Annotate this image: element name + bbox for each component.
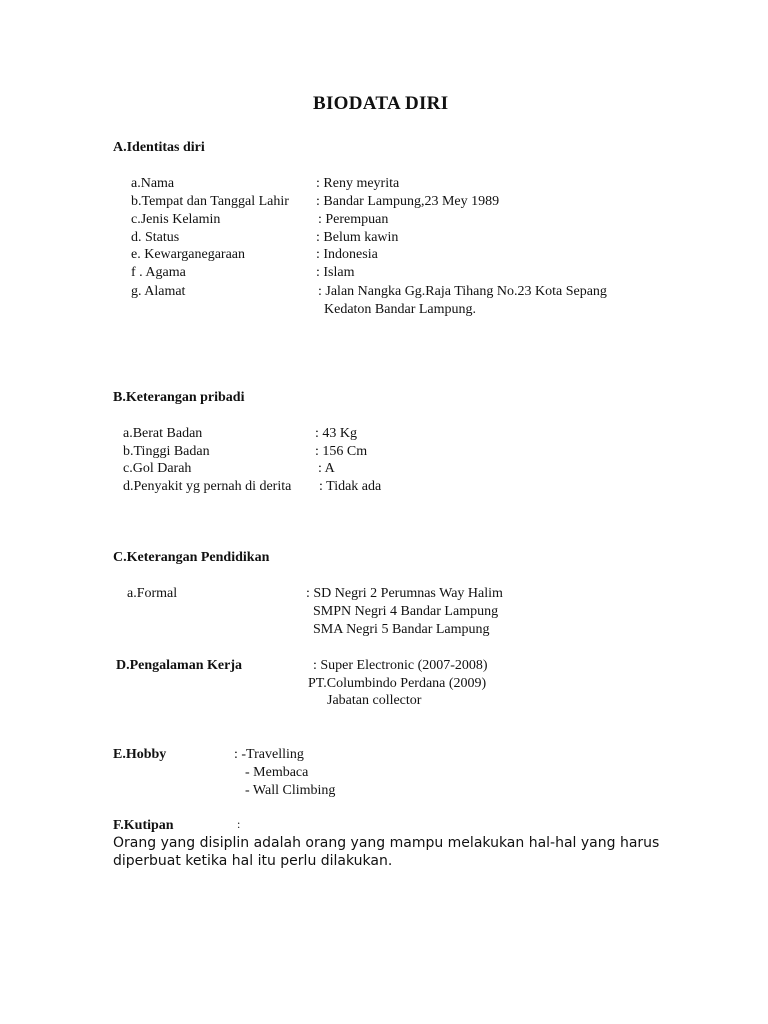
value-kerja-1: : Super Electronic (2007-2008): [313, 658, 488, 673]
section-f-heading: F.Kutipan: [113, 818, 174, 833]
value-agama: : Islam: [316, 265, 355, 280]
value-alamat: : Jalan Nangka Gg.Raja Tihang No.23 Kota Sepang: [318, 284, 607, 299]
section-c-heading: C.Keterangan Pendidikan: [113, 550, 270, 565]
label-status: d. Status: [131, 230, 180, 245]
label-gol-darah: c.Gol Darah: [123, 461, 192, 476]
label-penyakit: d.Penyakit yg pernah di derita: [123, 479, 292, 494]
label-alamat: g. Alamat: [131, 284, 186, 299]
value-nama: : Reny meyrita: [316, 176, 400, 191]
label-ttl: b.Tempat dan Tanggal Lahir: [131, 194, 289, 209]
kutipan-colon: :: [237, 817, 241, 831]
section-b-heading: B.Keterangan pribadi: [113, 390, 245, 405]
section-d-heading: D.Pengalaman Kerja: [116, 658, 242, 673]
value-hobby-2: - Membaca: [245, 765, 309, 780]
section-a-heading: A.Identitas diri: [113, 140, 205, 155]
value-ttl: : Bandar Lampung,23 Mey 1989: [316, 194, 500, 209]
value-jenis-kelamin: : Perempuan: [318, 212, 389, 227]
value-penyakit: : Tidak ada: [319, 479, 382, 494]
label-jenis-kelamin: c.Jenis Kelamin: [131, 212, 221, 227]
section-e-heading: E.Hobby: [113, 747, 167, 762]
value-berat-badan: : 43 Kg: [315, 426, 357, 441]
value-hobby-1: : -Travelling: [234, 747, 304, 762]
value-formal-sma: SMA Negri 5 Bandar Lampung: [313, 622, 490, 637]
value-kerja-jabatan: Jabatan collector: [327, 693, 422, 708]
label-formal: a.Formal: [127, 586, 178, 601]
value-status: : Belum kawin: [316, 230, 399, 245]
value-formal-sd: : SD Negri 2 Perumnas Way Halim: [306, 586, 503, 601]
label-tinggi-badan: b.Tinggi Badan: [123, 444, 210, 459]
label-nama: a.Nama: [131, 176, 175, 191]
kutipan-line-1: Orang yang disiplin adalah orang yang mampu melakukan hal-hal yang harus: [113, 835, 660, 851]
label-berat-badan: a.Berat Badan: [123, 426, 203, 441]
value-kewarganegaraan: : Indonesia: [316, 247, 378, 262]
value-gol-darah: : A: [318, 461, 335, 476]
value-hobby-3: - Wall Climbing: [245, 783, 336, 798]
page-title: BIODATA DIRI: [313, 93, 449, 114]
value-kerja-2: PT.Columbindo Perdana (2009): [308, 676, 487, 691]
value-tinggi-badan: : 156 Cm: [315, 444, 368, 459]
value-formal-smp: SMPN Negri 4 Bandar Lampung: [313, 604, 499, 619]
label-agama: f . Agama: [131, 265, 186, 280]
kutipan-line-2: diperbuat ketika hal itu perlu dilakukan.: [113, 853, 393, 869]
label-kewarganegaraan: e. Kewarganegaraan: [131, 247, 246, 262]
value-alamat-line2: Kedaton Bandar Lampung.: [324, 302, 477, 317]
